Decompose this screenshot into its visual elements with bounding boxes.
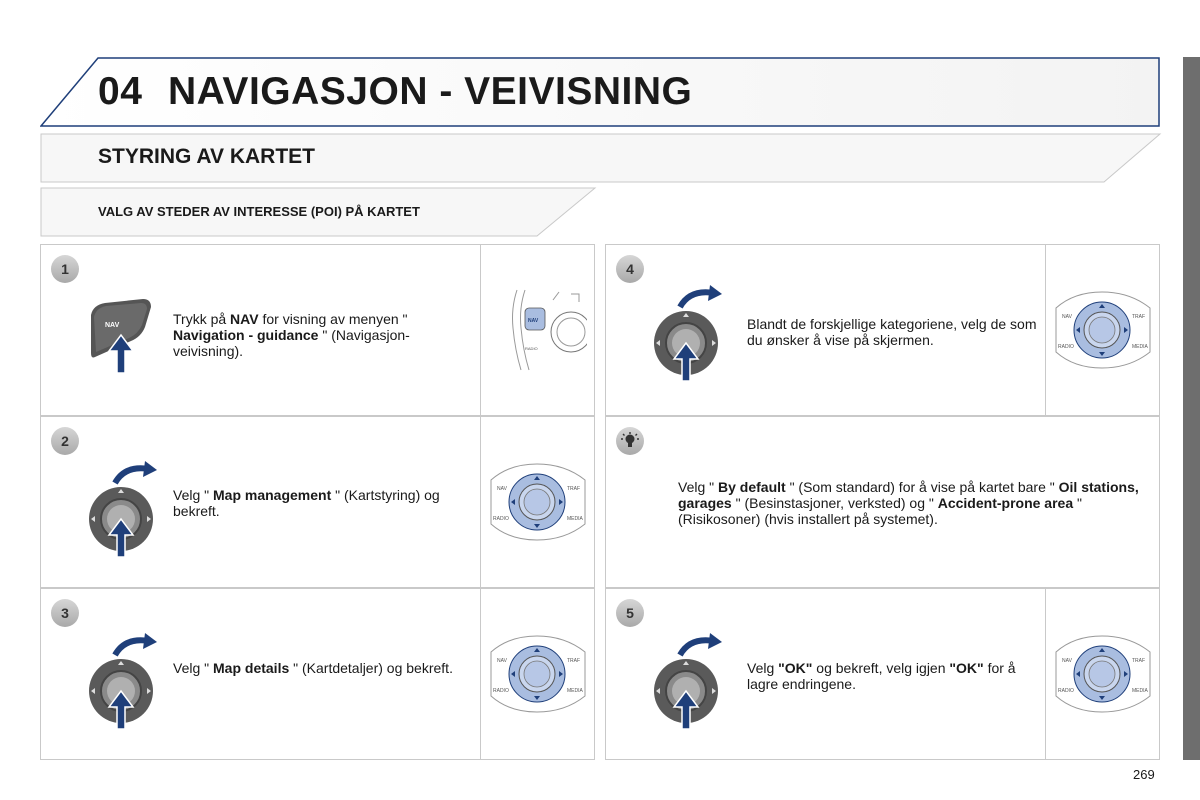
- step-instruction: Velg " Map management " (Kartstyring) og bekreft.: [173, 487, 440, 519]
- step-number-badge: 5: [616, 599, 644, 627]
- subsection-banner: [40, 187, 597, 237]
- control-panel-illustration: [480, 589, 594, 759]
- tip-panel: [605, 416, 1160, 588]
- step-instruction: Trykk på NAV for visning av menyen " Navigation - guidance " (Navigasjon-veivisning).: [173, 311, 410, 359]
- svg-text:RADIO: RADIO: [493, 688, 509, 694]
- svg-text:NAV: NAV: [105, 322, 120, 329]
- chapter-number: 04: [98, 70, 143, 113]
- svg-text:RADIO: RADIO: [1058, 344, 1074, 350]
- step-panel-2: [40, 416, 595, 588]
- svg-text:NAV: NAV: [1062, 658, 1072, 664]
- svg-text:TRAF: TRAF: [1132, 314, 1146, 320]
- section-banner: [40, 133, 1162, 183]
- svg-text:RADIO: RADIO: [525, 346, 538, 351]
- svg-text:RADIO: RADIO: [1058, 688, 1074, 694]
- dashboard-illustration: [480, 245, 594, 415]
- step-panel-1: [40, 244, 595, 416]
- step-panel-4: [605, 244, 1160, 416]
- svg-text:TRAF: TRAF: [567, 486, 581, 492]
- chapter-side-tab: [1183, 57, 1200, 760]
- tip-text: Velg " By default " (Som standard) for å vise på kartet bare " Oil stations, garages " (Besinstasjoner, verksted) og " Accident-prone area " (Risikosoner) (hvis installert på systemet).: [678, 479, 1139, 527]
- rotary-knob-press-icon: [650, 633, 730, 734]
- tip-badge: [616, 427, 644, 455]
- svg-text:NAV: NAV: [497, 486, 507, 492]
- svg-text:TRAF: TRAF: [1132, 658, 1146, 664]
- svg-text:NAV: NAV: [528, 318, 539, 324]
- subsection-title: VALG AV STEDER AV INTERESSE (POI) PÅ KARTET: [98, 204, 420, 219]
- step-instruction: Velg "OK" og bekreft, velg igjen "OK" for å lagre endringene.: [747, 660, 1016, 692]
- control-panel-illustration: [1045, 245, 1159, 415]
- svg-text:MEDIA: MEDIA: [567, 516, 583, 522]
- steps-grid: [40, 244, 1160, 760]
- step-instruction: Blandt de forskjellige kategoriene, velg de som du ønsker å vise på skjermen.: [747, 316, 1037, 348]
- page-number: 269: [1133, 767, 1155, 782]
- chapter-banner: [40, 57, 1160, 127]
- nav-button-press-icon: [81, 297, 161, 382]
- control-panel-illustration: [1045, 589, 1159, 759]
- svg-text:TRAF: TRAF: [567, 658, 581, 664]
- rotary-knob-press-icon: [85, 461, 165, 562]
- svg-text:RADIO: RADIO: [493, 516, 509, 522]
- step-number-badge: 3: [51, 599, 79, 627]
- svg-text:MEDIA: MEDIA: [567, 688, 583, 694]
- svg-text:MEDIA: MEDIA: [1132, 344, 1148, 350]
- step-number-badge: 1: [51, 255, 79, 283]
- svg-text:MEDIA: MEDIA: [1132, 688, 1148, 694]
- section-title: STYRING AV KARTET: [98, 145, 316, 168]
- svg-text:NAV: NAV: [497, 658, 507, 664]
- step-panel-3: [40, 588, 595, 760]
- rotary-knob-press-icon: [650, 285, 730, 386]
- step-instruction: Velg " Map details " (Kartdetaljer) og bekreft.: [173, 660, 453, 676]
- step-number-badge: 4: [616, 255, 644, 283]
- control-panel-illustration: [480, 417, 594, 587]
- rotary-knob-press-icon: [85, 633, 165, 734]
- step-number-badge: 2: [51, 427, 79, 455]
- chapter-title: NAVIGASJON - VEIVISNING: [168, 70, 693, 113]
- step-panel-5: [605, 588, 1160, 760]
- svg-text:NAV: NAV: [1062, 314, 1072, 320]
- lightbulb-icon: [620, 431, 640, 451]
